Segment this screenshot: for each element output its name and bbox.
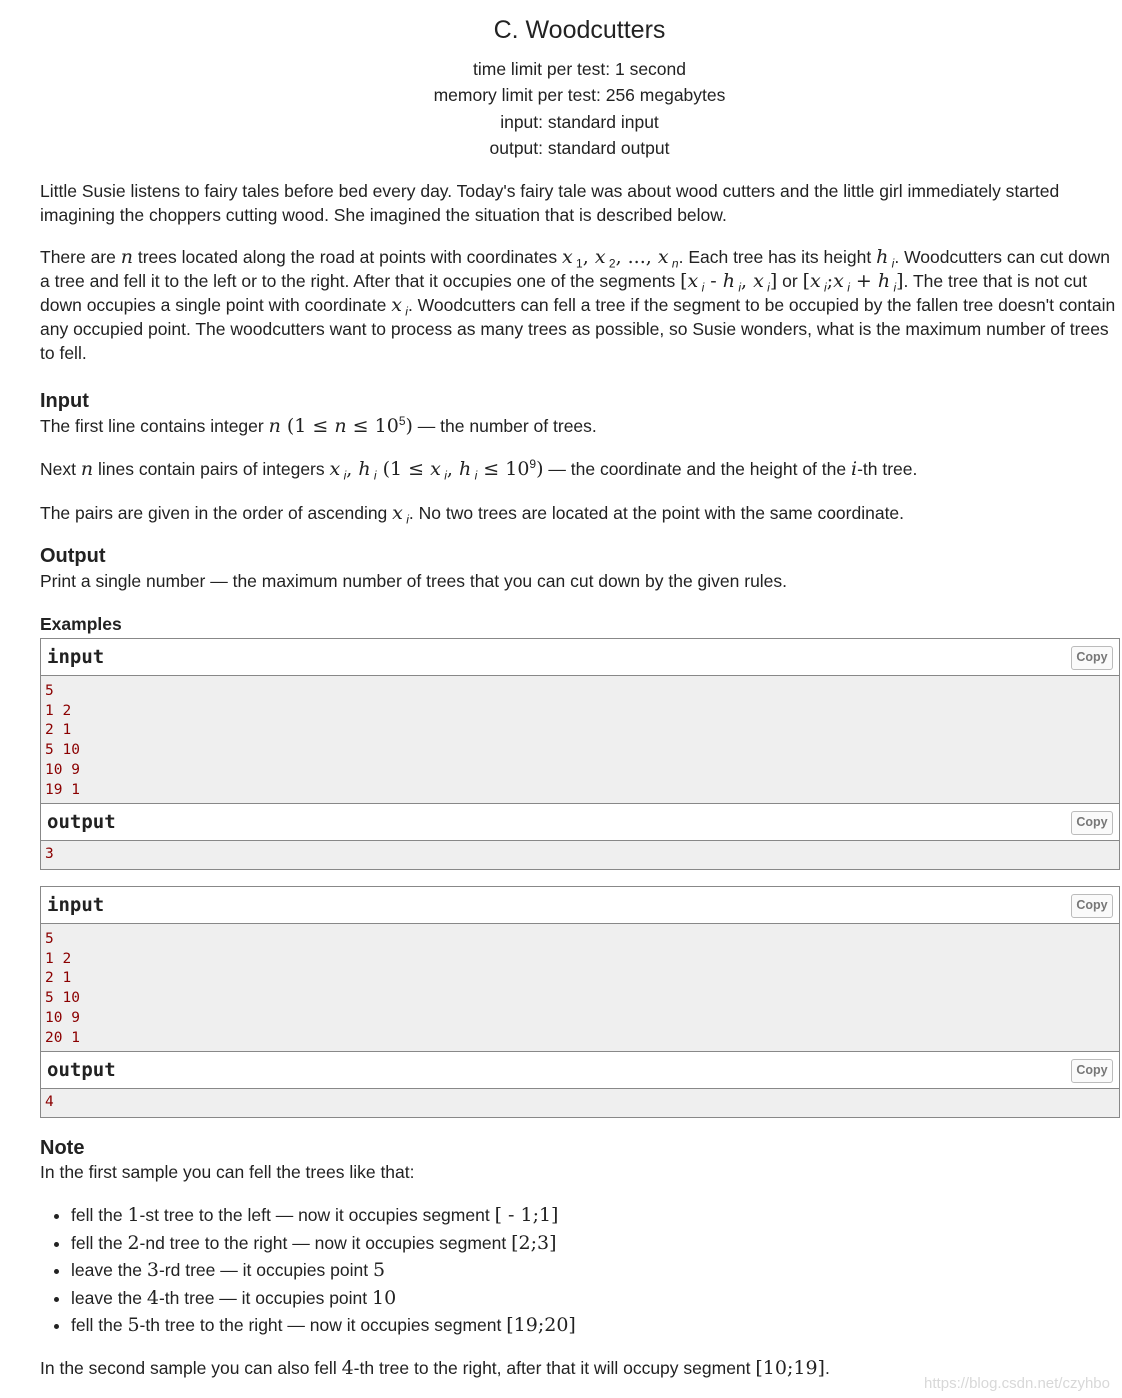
sample-2-input-copy-button[interactable]: Copy (1071, 894, 1113, 918)
sample-1-input-label: input (47, 646, 105, 668)
note-outro: In the second sample you can also fell 4-th tree to the right, after that it will occupy segment [10;19]. (40, 1357, 830, 1379)
sample-2 (40, 886, 1120, 1118)
input-heading: Input (40, 390, 89, 412)
sample-2-output-copy-button[interactable]: Copy (1071, 1059, 1113, 1083)
memory-limit: memory limit per test: 256 megabytes (433, 85, 726, 105)
output-text: Print a single number — the maximum number of trees that you can cut down by the given rules. (40, 571, 788, 591)
output-heading: Output (40, 545, 106, 567)
sample-2-output-label: output (47, 1059, 116, 1081)
sample-2-output-text: 4 (45, 1094, 54, 1110)
sample-2-input-label: input (47, 894, 105, 916)
note-list (40, 1202, 576, 1340)
statement-body: There are n trees located along the road at points with coordinates x $_1$, x $_2$, ..., x $_n$. Each tree has its height h $_i$. Woodcutters can cut down a tree and fell it to the left or to the right. After that it occupies one of the segments [x $_i$ - h $_i$, x $_i$] or [x $_i$;x $_i$ + h $_i$]. The tree that is not cut down occupies a single point with coordinate x $_i$. Woodcutters can fell a tree if the segment to be occupied by the fallen tree doesn't contain any occupied point. The woodcutters want to process as many trees as possible, so Susie wonders, what is the maximum number of trees to fell. (40, 246, 1116, 363)
sample-1-output-copy-button[interactable]: Copy (1071, 811, 1113, 835)
sample-1-input-header (41, 639, 1119, 676)
problem-title: C. Woodcutters (493, 16, 666, 44)
sample-1 (40, 638, 1120, 870)
sample-1-output-text: 3 (45, 846, 54, 862)
examples-heading: Examples (40, 614, 122, 634)
sample-2-input-header (41, 887, 1119, 924)
sample-1-input-copy-button[interactable]: Copy (1071, 646, 1113, 670)
sample-1-input-text: 5 1 2 2 1 5 10 10 9 19 1 (45, 683, 80, 798)
sample-1-output-label: output (47, 811, 116, 833)
input-line-3: The pairs are given in the order of ascending x $_i$. No two trees are located at the point with the same coordinate. (40, 502, 905, 527)
sample-2-output-header (41, 1052, 1119, 1089)
note-item: • leave the 4-th tree — it occupies point 10 (71, 1285, 576, 1313)
note-item: • leave the 3-rd tree — it occupies point 5 (71, 1257, 576, 1285)
watermark: https://blog.csdn.net/czyhbo (924, 1375, 1110, 1392)
sample-1-input-area (41, 676, 1119, 804)
output-file: output: standard output (489, 138, 670, 158)
note-heading: Note (40, 1137, 85, 1159)
input-file: input: standard input (500, 112, 659, 132)
note-item: • fell the 5-th tree to the right — now it occupies segment [19;20] (71, 1312, 576, 1340)
sample-2-input-area (41, 924, 1119, 1052)
input-line-1: The first line contains integer n $(1 \le n \le 10^5)$ — the number of trees. (40, 414, 597, 437)
note-item: • fell the 2-nd tree to the right — now it occupies segment [2;3] (71, 1230, 576, 1258)
time-limit: time limit per test: 1 second (473, 59, 686, 79)
statement-intro: Little Susie listens to fairy tales before bed every day. Today's fairy tale was about wood cutters and the little girl immediately started imagining the choppers cutting wood. She imagined the situation that is described below. (40, 181, 1060, 225)
sample-1-output-area (41, 841, 1119, 869)
note-item: • fell the 1-st tree to the left — now it occupies segment [ - 1;1] (71, 1202, 576, 1230)
sample-2-input-text: 5 1 2 2 1 5 10 10 9 20 1 (45, 931, 80, 1046)
sample-1-output-header (41, 804, 1119, 841)
input-line-2: Next n lines contain pairs of integers x $_i$, h $_i$ (1 ≤ x $_i$, h $_i \le 10^9$) — the coordinate and the height of the i-th tree. (40, 457, 918, 483)
note-intro: In the first sample you can fell the trees like that: (40, 1162, 415, 1182)
sample-2-output-area (41, 1089, 1119, 1117)
